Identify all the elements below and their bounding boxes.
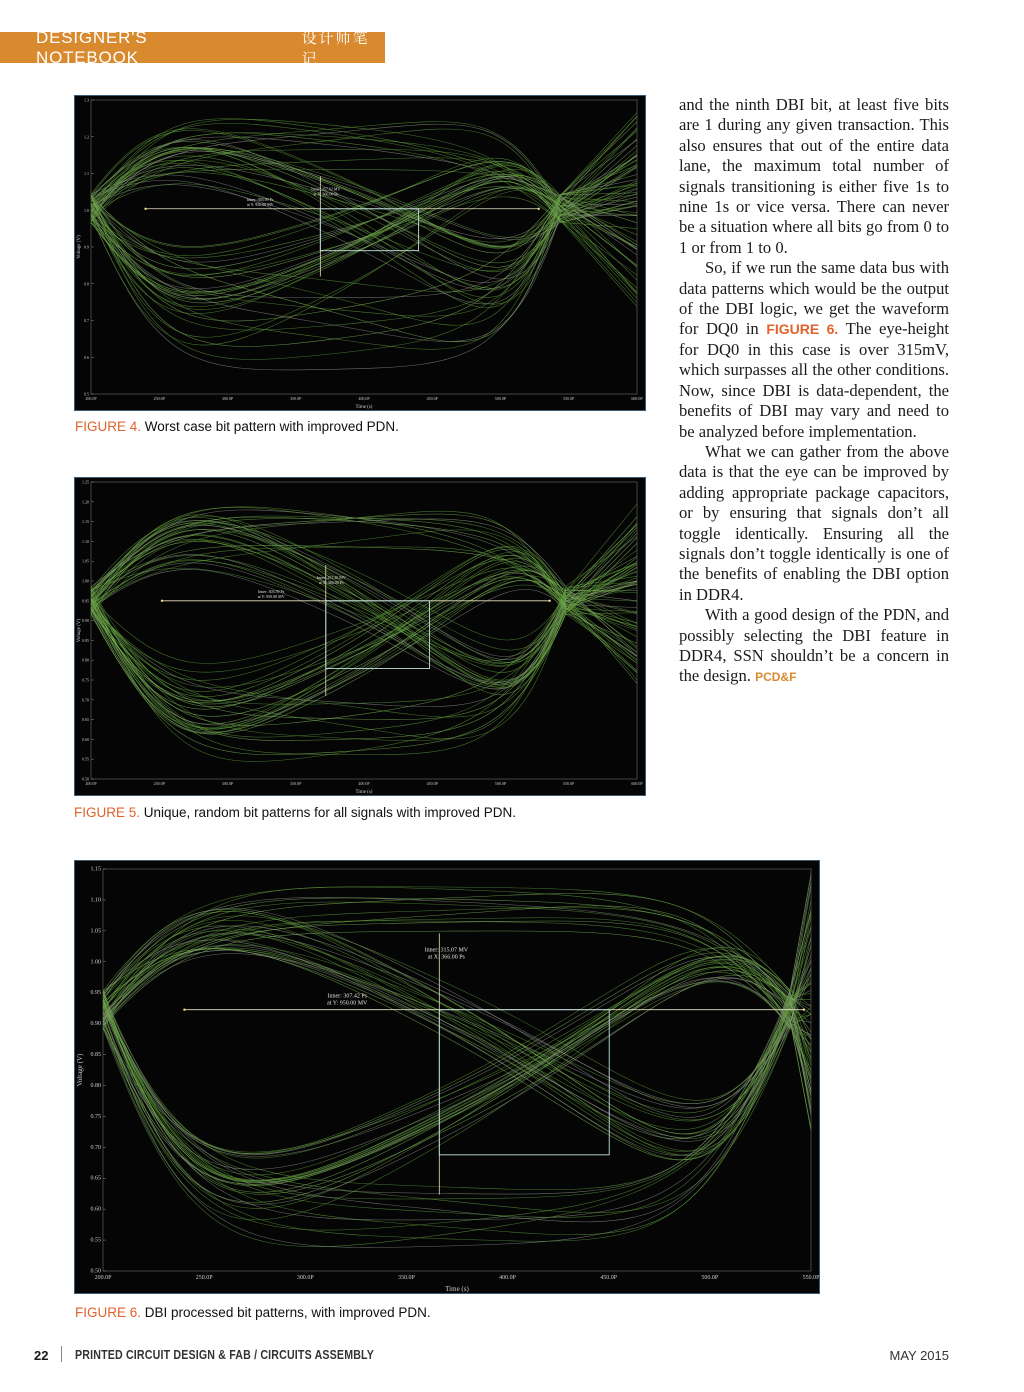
y-tick-label: 1.20 — [82, 499, 89, 505]
y-tick-label: 1.00 — [90, 959, 101, 966]
eye-width-label: Inner: 303.99 Ps at Y: 950.00 MV — [246, 196, 274, 207]
x-axis-label: Time (s) — [355, 790, 373, 795]
x-tick-label: 400.0P — [358, 781, 370, 786]
waveform-trace — [91, 166, 637, 300]
y-tick-label: 0.95 — [82, 598, 89, 604]
figure-4-caption-text: Worst case bit pattern with improved PDN. — [144, 419, 399, 434]
paragraph-3: What we can gather from the above data is that the eye can be improved by adding appropriate package capacitors, or by ensuring that signals don’t all toggle identically. Ensuring all the signals don’t toggle identically is one of the benefits of enabling the DBI option in DDR4. — [679, 441, 949, 604]
page-footer — [0, 1346, 1024, 1366]
eye-height-label: Inner: 251.30 MV at X: 366.00 Ps — [316, 575, 346, 586]
x-tick-label: 600.0P — [631, 396, 643, 401]
x-tick-label: 350.0P — [290, 396, 302, 401]
figure-4-eye-diagram — [74, 95, 646, 411]
y-tick-label: 0.75 — [82, 677, 89, 683]
y-tick-label: 0.55 — [90, 1237, 101, 1244]
eye-width-endpoint — [161, 600, 163, 602]
section-banner — [0, 27, 385, 68]
figure-6-caption — [75, 1305, 431, 1320]
waveform-trace — [103, 967, 811, 1182]
figure-5-chart — [75, 478, 645, 795]
y-tick-label: 1.3 — [84, 97, 89, 103]
waveform-trace — [91, 131, 637, 325]
x-tick-label: 300.0P — [296, 1275, 314, 1281]
paragraph-2-part-b: The eye-height for DQ0 in this case is over 315mV, which surpasses all the other conditions. Now, since DBI is data-dependent, the benefits of DBI may vary and need to be analyzed before implementation. — [679, 319, 950, 441]
figure-5-caption — [74, 805, 516, 820]
x-axis-label: Time (s) — [445, 1285, 469, 1293]
x-tick-label: 500.0P — [494, 396, 507, 401]
figure-4-chart — [75, 96, 645, 410]
page-number: 22 — [34, 1348, 49, 1363]
issue-date: MAY 2015 — [889, 1348, 949, 1363]
y-tick-label: 1.10 — [90, 897, 101, 904]
paragraph-1: and the ninth DBI bit, at least five bits are 1 during any given transaction. This also ensures that out of the entire data lane, the maximum total number of signals transitioning is either five 1s to nine 1s or vice versa. There can never be a situation where all bits go from 0 to 1 or from 1 to 0. — [679, 95, 949, 257]
y-tick-label: 0.60 — [90, 1206, 101, 1213]
waveform-trace — [103, 959, 811, 1156]
y-tick-label: 1.25 — [82, 479, 89, 485]
waveform-traces — [91, 113, 637, 370]
y-tick-label: 0.90 — [90, 1021, 101, 1028]
y-tick-label: 0.65 — [82, 717, 89, 723]
figure-6-eye-diagram — [74, 860, 820, 1294]
plot-frame — [91, 100, 637, 394]
paragraph-2 — [679, 258, 949, 442]
y-tick-label: 1.10 — [82, 538, 89, 544]
x-tick-label: 250.0P — [153, 396, 165, 401]
y-axis-label: Voltage (V) — [77, 618, 82, 643]
y-tick-label: 0.70 — [82, 697, 89, 703]
waveform-trace — [103, 998, 811, 1222]
waveform-trace — [91, 555, 637, 733]
x-tick-label: 300.0P — [221, 781, 234, 786]
eye-width-endpoint — [144, 208, 146, 210]
y-tick-label: 0.60 — [82, 736, 89, 742]
y-tick-label: 0.65 — [90, 1175, 101, 1182]
eye-width-endpoint — [803, 1009, 805, 1011]
waveform-trace — [91, 555, 637, 679]
x-tick-label: 350.0P — [398, 1275, 415, 1281]
waveform-trace — [103, 949, 811, 1154]
waveform-trace — [103, 949, 811, 1160]
y-tick-label: 0.75 — [90, 1113, 101, 1120]
waveform-trace — [91, 523, 637, 692]
eye-width-endpoint — [538, 208, 540, 210]
waveform-trace — [103, 931, 811, 1027]
y-tick-label: 1.15 — [90, 866, 101, 873]
waveform-trace — [103, 956, 811, 1193]
paragraph-4-text: With a good design of the PDN, and possibly selecting the DBI feature in DDR4, SSN shouldn’t be a concern in the design. — [679, 605, 949, 686]
end-mark: PCD&F — [755, 670, 797, 685]
waveform-trace — [103, 981, 811, 1170]
waveform-trace — [103, 981, 811, 1152]
waveform-trace — [91, 524, 637, 663]
waveform-trace — [103, 887, 811, 991]
waveform-trace — [91, 525, 637, 680]
figure-4-label: FIGURE 4. — [75, 419, 142, 434]
y-tick-label: 1.1 — [84, 171, 89, 176]
waveform-trace — [103, 1007, 811, 1212]
waveform-trace — [103, 926, 811, 1194]
y-tick-label: 0.85 — [90, 1052, 101, 1059]
y-tick-label: 0.80 — [90, 1082, 101, 1089]
figure-6-reference: FIGURE 6. — [766, 321, 839, 338]
x-tick-label: 450.0P — [426, 396, 438, 401]
waveform-trace — [103, 934, 811, 1120]
x-tick-label: 300.0P — [221, 396, 234, 401]
x-tick-label: 450.0P — [426, 781, 438, 786]
y-tick-label: 1.2 — [84, 134, 89, 140]
waveform-trace — [103, 962, 811, 1158]
y-tick-label: 1.05 — [90, 928, 101, 935]
section-title-cn: 设计师笔记 — [301, 28, 370, 68]
y-tick-label: 0.9 — [84, 244, 89, 250]
figure-4-caption — [75, 419, 399, 434]
x-tick-label: 200.0P — [85, 781, 97, 786]
y-tick-label: 0.8 — [84, 281, 89, 287]
x-tick-label: 200.0P — [94, 1275, 112, 1281]
y-tick-label: 0.70 — [90, 1144, 101, 1151]
paragraph-4 — [679, 605, 949, 688]
waveform-trace — [91, 547, 637, 673]
waveform-trace — [91, 568, 637, 664]
publication-name: PRINTED CIRCUIT DESIGN & FAB / CIRCUITS ASSEMBLY — [75, 1348, 375, 1362]
figure-5-label: FIGURE 5. — [74, 805, 141, 820]
y-tick-label: 0.5 — [84, 391, 89, 397]
waveform-trace — [91, 185, 637, 283]
eye-height-label: Inner: 315.07 MV at X: 366.00 Ps — [424, 947, 469, 961]
y-tick-label: 0.95 — [90, 990, 101, 997]
x-tick-label: 500.0P — [701, 1275, 719, 1281]
figure-6-caption-text: DBI processed bit patterns, with improved PDN. — [144, 1305, 431, 1320]
x-tick-label: 200.0P — [85, 396, 97, 401]
x-tick-label: 250.0P — [195, 1275, 213, 1281]
y-tick-label: 0.90 — [82, 618, 89, 624]
waveform-trace — [103, 939, 811, 1159]
waveform-trace — [103, 954, 811, 1241]
y-tick-label: 1.15 — [82, 519, 89, 525]
article-text-column — [679, 95, 949, 688]
waveform-traces — [91, 504, 637, 762]
figure-6-label: FIGURE 6. — [75, 1305, 142, 1320]
figure-5-caption-text: Unique, random bit patterns for all signals with improved PDN. — [143, 805, 516, 820]
y-tick-label: 0.55 — [82, 756, 89, 762]
y-tick-label: 0.85 — [82, 637, 89, 643]
x-axis-label: Time (s) — [355, 405, 373, 410]
x-tick-label: 250.0P — [153, 781, 165, 786]
y-tick-label: 1.00 — [82, 578, 89, 584]
x-tick-label: 400.0P — [358, 396, 370, 401]
waveform-trace — [103, 929, 811, 1151]
waveform-trace — [103, 887, 811, 1220]
footer-divider — [61, 1346, 62, 1362]
waveform-trace — [91, 510, 637, 614]
x-tick-label: 400.0P — [499, 1275, 516, 1281]
waveform-trace — [103, 950, 811, 1121]
eye-height-label: Inner: 257.62 MV at X: 366.00 Ps — [311, 186, 341, 197]
section-title-en: DESIGNER'S NOTEBOOK — [36, 27, 148, 67]
y-axis-label: Voltage (V) — [77, 235, 82, 259]
eye-width-label: Inner: 303.59 Ps at Y: 950.00 MV — [257, 588, 285, 599]
y-tick-label: 0.6 — [84, 354, 89, 360]
paragraph-2-part-a: So, if we run the same data bus with data patterns which would be the output of the DBI logic, we get the waveform for DQ0 in — [679, 258, 949, 339]
x-tick-label: 600.0P — [631, 781, 643, 786]
y-tick-label: 0.80 — [82, 657, 89, 663]
y-tick-label: 1.05 — [82, 558, 89, 564]
x-tick-label: 550.0P — [563, 396, 575, 401]
y-tick-label: 0.50 — [82, 776, 89, 782]
eye-width-endpoint — [548, 600, 550, 602]
x-tick-label: 550.0P — [802, 1275, 819, 1281]
eye-width-endpoint — [183, 1009, 185, 1011]
x-tick-label: 450.0P — [600, 1275, 618, 1281]
waveform-traces — [103, 873, 811, 1247]
waveform-trace — [103, 918, 811, 1076]
figure-5-eye-diagram — [74, 477, 646, 796]
y-tick-label: 0.50 — [90, 1268, 101, 1275]
y-tick-label: 0.7 — [84, 318, 89, 323]
eye-width-label: Inner: 307.42 Ps at Y: 950.00 MV — [327, 993, 368, 1007]
x-tick-label: 500.0P — [494, 781, 507, 786]
x-tick-label: 550.0P — [563, 781, 575, 786]
y-tick-label: 1.0 — [84, 207, 89, 213]
y-axis-label: Voltage (V) — [76, 1053, 84, 1087]
figure-6-chart — [75, 861, 819, 1293]
x-tick-label: 350.0P — [290, 781, 302, 786]
